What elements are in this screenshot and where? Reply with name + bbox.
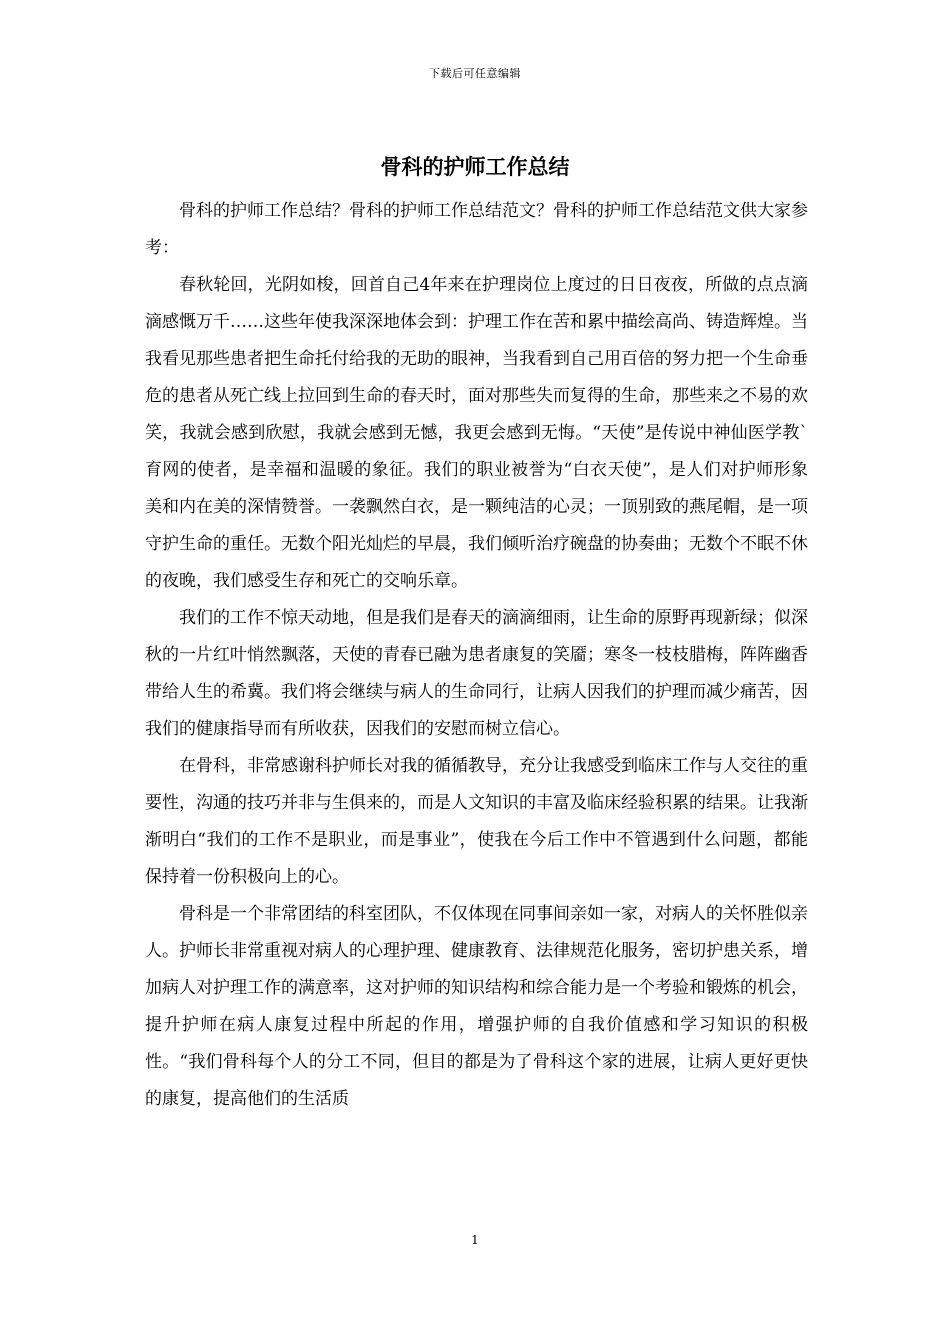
paragraph-3: 在骨科，非常感谢科护师长对我的循循教导，充分让我感受到临床工作与人交往的重要性，沟通的技巧并非与生俱来的，而是人文知识的丰富及临床经验积累的结果。让我渐渐明白“我们的工作不是职业，而是事业”，使我在今后工作中不管遇到什么问题，都能保持着一份积极向上的心。 [145,756,808,887]
paragraph-2: 我们的工作不惊天动地，但是我们是春天的滴滴细雨，让生命的原野再现新绿；似深秋的一片红叶悄然飘落，天使的青春已融为患者康复的笑靥；寒冬一枝枝腊梅，阵阵幽香带给人生的希冀。我们将会继续与病人的生命同行，让病人因我们的护理而减少痛苦，因我们的健康指导而有所收获，因我们的安慰而树立信心。 [145,608,808,739]
page-number: 1 [471,1233,479,1247]
document-title: 骨科的护师工作总结 [380,155,570,179]
paragraph-4: 骨科是一个非常团结的科室团队，不仅体现在同事间亲如一家，对病人的关怀胜似亲人。护师长非常重视对病人的心理护理、健康教育、法律规范化服务，密切护患关系，增加病人对护理工作的满意率，这对护师的知识结构和综合能力是一个考验和锻炼的机会，提升护师在病人康复过程中所起的作用，增强护师的自我价值感和学习知识的积极性。“我们骨科每个人的分工不同，但目的都是为了骨科这个家的进展，让病人更好更快的康复，提高他们的生活质 [145,904,808,1109]
header-note: 下载后可任意编辑 [429,67,521,80]
document-body [145,193,808,1118]
paragraph-intro: 骨科的护师工作总结？骨科的护师工作总结范文？骨科的护师工作总结范文供大家参考： [145,201,808,258]
paragraph-1: 春秋轮回，光阴如梭，回首自己4年来在护理岗位上度过的日日夜夜，所做的点点滴滴感慨万千……这些年使我深深地体会到：护理工作在苦和累中描绘高尚、铸造辉煌。当我看见那些患者把生命托付给我的无助的眼神，当我看到自己用百倍的努力把一个生命垂危的患者从死亡线上拉回到生命的春天时，面对那些失而复得的生命，那些来之不易的欢笑，我就会感到欣慰，我就会感到无憾，我更会感到无悔。“天使”是传说中神仙医学教`育网的使者，是幸福和温暖的象征。我们的职业被誉为“白衣天使”，是人们对护师形象美和内在美的深情赞誉。一袭飘然白衣，是一颗纯洁的心灵；一顶别致的燕尾帽，是一项守护生命的重任。无数个阳光灿烂的早晨，我们倾听治疗碗盘的协奏曲；无数个不眠不休的夜晚，我们感受生存和死亡的交响乐章。 [145,275,808,591]
